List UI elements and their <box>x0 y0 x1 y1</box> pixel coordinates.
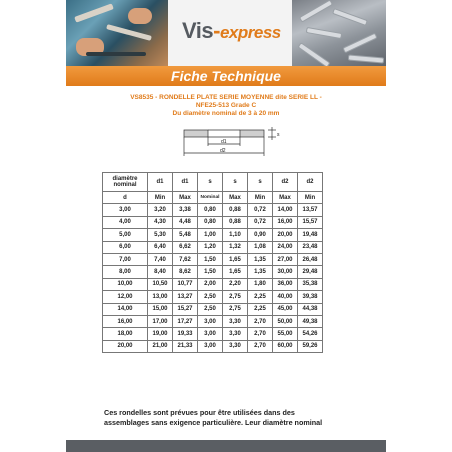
table-cell: 60,00 <box>273 340 298 352</box>
table-cell: 55,00 <box>273 328 298 340</box>
table-cell: 7,62 <box>173 253 198 265</box>
table-cell: Nominal <box>198 192 223 204</box>
usage-note <box>104 408 354 428</box>
table-cell: 21,00 <box>148 340 173 352</box>
screws-photo <box>292 0 386 66</box>
table-cell: 49,38 <box>298 315 323 327</box>
dimension-d2-label: d2 <box>220 148 226 154</box>
table-cell: 18,00 <box>103 328 148 340</box>
note-line-1: Ces rondelles sont prévues pour être utilisées dans des <box>104 408 295 417</box>
header-banner <box>66 0 386 66</box>
table-cell: 13,27 <box>173 291 198 303</box>
table-cell: 3,00 <box>198 340 223 352</box>
table-cell: 20,00 <box>273 229 298 241</box>
table-cell: 21,33 <box>173 340 198 352</box>
table-cell: 45,00 <box>273 303 298 315</box>
table-cell: 29,48 <box>298 266 323 278</box>
table-cell: 3,30 <box>223 328 248 340</box>
table-row <box>103 229 323 241</box>
table-cell: d1 <box>173 173 198 192</box>
table-cell: Min <box>298 192 323 204</box>
table-cell: 2,25 <box>248 291 273 303</box>
table-cell: 5,30 <box>148 229 173 241</box>
table-subheader-row <box>103 192 323 204</box>
table-cell: 5,48 <box>173 229 198 241</box>
table-row <box>103 266 323 278</box>
table-cell: 0,72 <box>248 204 273 216</box>
table-cell: 1,80 <box>248 278 273 290</box>
vis-express-logo: Vis-express <box>182 18 281 43</box>
table-cell: 8,40 <box>148 266 173 278</box>
table-cell: 1,65 <box>223 266 248 278</box>
footer-bar <box>66 440 386 452</box>
table-cell: 13,00 <box>148 291 173 303</box>
table-cell: 7,40 <box>148 253 173 265</box>
table-cell: 2,75 <box>223 303 248 315</box>
table-cell: 5,00 <box>103 229 148 241</box>
table-cell: Max <box>273 192 298 204</box>
table-cell: Max <box>173 192 198 204</box>
table-cell: 2,00 <box>198 278 223 290</box>
technical-sheet <box>66 0 386 452</box>
table-cell: 17,27 <box>173 315 198 327</box>
table-cell: 20,00 <box>103 340 148 352</box>
note-line-2: assemblages sans exigence particulière. Leur diamètre nominal <box>104 418 323 427</box>
table-cell: 17,00 <box>148 315 173 327</box>
table-cell: 44,38 <box>298 303 323 315</box>
table-cell: 30,00 <box>273 266 298 278</box>
table-cell: 0,80 <box>198 216 223 228</box>
table-cell: 8,00 <box>103 266 148 278</box>
table-cell: d2 <box>298 173 323 192</box>
table-cell: 1,35 <box>248 253 273 265</box>
table-cell: 10,00 <box>103 278 148 290</box>
table-cell: 1,20 <box>198 241 223 253</box>
table-cell: 10,77 <box>173 278 198 290</box>
table-cell: 7,00 <box>103 253 148 265</box>
table-row <box>103 303 323 315</box>
table-cell: d2 <box>273 173 298 192</box>
table-cell: 3,20 <box>148 204 173 216</box>
table-cell: 3,30 <box>223 315 248 327</box>
table-cell: 1,10 <box>223 229 248 241</box>
table-row <box>103 253 323 265</box>
table-cell: 26,48 <box>298 253 323 265</box>
table-row <box>103 216 323 228</box>
table-cell: 1,35 <box>248 266 273 278</box>
washer-section-right <box>240 130 264 137</box>
workshop-photo <box>66 0 168 66</box>
table-cell: 3,00 <box>198 328 223 340</box>
table-cell: 27,00 <box>273 253 298 265</box>
table-cell: Max <box>223 192 248 204</box>
table-header-row <box>103 173 323 192</box>
table-cell: d1 <box>148 173 173 192</box>
table-cell: 0,88 <box>223 216 248 228</box>
table-cell: 3,38 <box>173 204 198 216</box>
table-cell: 2,70 <box>248 315 273 327</box>
table-cell: 0,72 <box>248 216 273 228</box>
table-cell: 3,30 <box>223 340 248 352</box>
heading-line-3: Du diamètre nominal de 3 à 20 mm <box>172 110 280 117</box>
table-cell: 15,00 <box>148 303 173 315</box>
table-cell: 15,27 <box>173 303 198 315</box>
product-heading <box>66 94 386 118</box>
table-cell: 2,50 <box>198 303 223 315</box>
table-cell: 35,38 <box>298 278 323 290</box>
heading-line-1: VS8535 - RONDELLE PLATE SERIE MOYENNE dite SERIE LL - <box>130 94 322 101</box>
table-cell: 19,00 <box>148 328 173 340</box>
table-cell: 36,00 <box>273 278 298 290</box>
table-cell: s <box>248 173 273 192</box>
banner-title: Fiche Technique <box>171 68 281 84</box>
table-cell: 2,20 <box>223 278 248 290</box>
table-cell: 2,70 <box>248 340 273 352</box>
table-cell: 6,40 <box>148 241 173 253</box>
fiche-technique-banner <box>66 66 386 86</box>
table-cell: Min <box>248 192 273 204</box>
table-cell: d <box>103 192 148 204</box>
table-row <box>103 328 323 340</box>
table-cell: 6,00 <box>103 241 148 253</box>
heading-line-2: NFE25-513 Grade C <box>195 102 257 109</box>
table-cell: 16,00 <box>273 216 298 228</box>
table-cell: 13,57 <box>298 204 323 216</box>
table-row <box>103 278 323 290</box>
table-cell: 1,32 <box>223 241 248 253</box>
table-cell: 4,48 <box>173 216 198 228</box>
table-cell: 1,65 <box>223 253 248 265</box>
table-cell: 3,00 <box>103 204 148 216</box>
table-cell: 4,30 <box>148 216 173 228</box>
table-cell: 19,48 <box>298 229 323 241</box>
table-cell: 4,00 <box>103 216 148 228</box>
table-cell: 2,75 <box>223 291 248 303</box>
table-cell: 54,26 <box>298 328 323 340</box>
table-cell: 59,26 <box>298 340 323 352</box>
table-cell: 2,70 <box>248 328 273 340</box>
table-cell: 1,00 <box>198 229 223 241</box>
table-cell: 6,62 <box>173 241 198 253</box>
table-cell: 3,00 <box>198 315 223 327</box>
table-cell: Min <box>148 192 173 204</box>
dimensions-table <box>102 172 323 353</box>
table-cell: 19,33 <box>173 328 198 340</box>
table-cell: 23,48 <box>298 241 323 253</box>
table-cell: 1,50 <box>198 253 223 265</box>
table-row <box>103 241 323 253</box>
table-cell: 2,50 <box>198 291 223 303</box>
table-cell: 10,50 <box>148 278 173 290</box>
washer-section-left <box>184 130 208 137</box>
table-row <box>103 340 323 352</box>
table-cell: diamètre nominal <box>103 173 148 192</box>
table-cell: s <box>223 173 248 192</box>
table-cell: 50,00 <box>273 315 298 327</box>
table-cell: 1,08 <box>248 241 273 253</box>
table-cell: 16,00 <box>103 315 148 327</box>
table-cell: 0,80 <box>198 204 223 216</box>
dimension-s-label: s <box>277 132 280 138</box>
table-cell: 14,00 <box>103 303 148 315</box>
dimension-d1-label: d1 <box>221 139 227 145</box>
table-cell: 0,90 <box>248 229 273 241</box>
table-row <box>103 315 323 327</box>
table-cell: 1,50 <box>198 266 223 278</box>
table-cell: 24,00 <box>273 241 298 253</box>
table-cell: 8,62 <box>173 266 198 278</box>
table-cell: 0,88 <box>223 204 248 216</box>
table-cell: 15,57 <box>298 216 323 228</box>
table-cell: 40,00 <box>273 291 298 303</box>
table-cell: 14,00 <box>273 204 298 216</box>
table-cell: s <box>198 173 223 192</box>
table-row <box>103 204 323 216</box>
washer-diagram <box>66 124 386 162</box>
table-cell: 2,25 <box>248 303 273 315</box>
table-cell: 39,38 <box>298 291 323 303</box>
table-row <box>103 291 323 303</box>
table-cell: 12,00 <box>103 291 148 303</box>
